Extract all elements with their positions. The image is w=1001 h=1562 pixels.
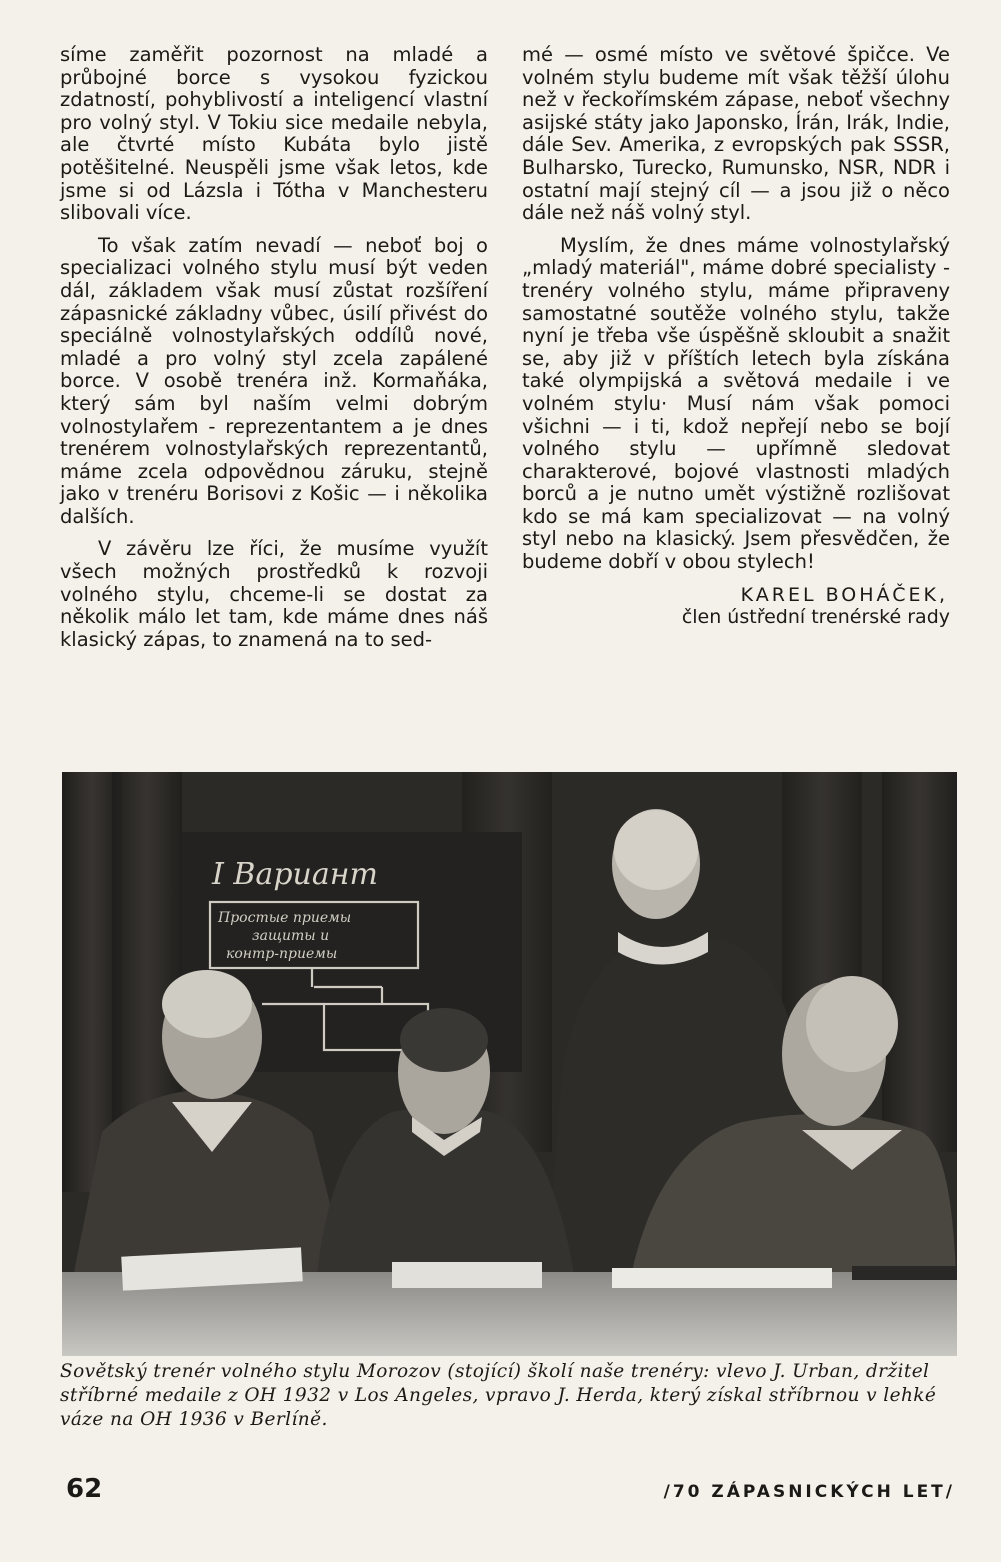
paragraph: mé — osmé místo ve světové špičce. Ve volném stylu budeme mít však těžší úlohu než v řeckořímském zápase, neboť všechny asijské státy jako Japonsko, Írán, Irák, Indie, dále Sev. Amerika, z evropských pak SSSR, Bulharsko, Turecko, Rumunsko, NSR, NDR i ostatní mají stejný cíl — a jsou již o něco dále než náš volný styl. — [522, 43, 950, 225]
blackboard-heading: I Вариант — [212, 857, 378, 892]
paragraph: Myslím, že dnes máme volnostylařský „mladý materiál", máme dobré specialisty - trenéry volného stylu, máme připraveny samostatné soutěže volného stylu, takže nyní je třeba vše úspěšně skloubit a snažit se, aby již v příštích letech byla získána také olympijská a světová medaile i ve volném stylu· Musí nám však pomoci všichni — i ti, kdož nepřejí nebo se bojí volného stylu — upřímně sledovat charakterové, bojové vlastnosti mladých borců a je nutno umět výstižně rozlišovat kdo se má kam specializovat — na volný styl nebo na klasický. Jsem přesvědčen, že budeme dobří v obou stylech! — [522, 233, 950, 574]
author-signature — [522, 584, 950, 629]
blackboard-box-line: защиты и — [252, 928, 330, 944]
photo-caption: Sovětský trenér volného stylu Morozov (stojící) školí naše trenéry: vlevo J. Urban, držitel stříbrné medaile z OH 1932 v Los Angeles, vpravo J. Herda, který získal stříbrnou v lehké váze na OH 1936 v Berlíně. — [60, 1361, 937, 1430]
paragraph: síme zaměřit pozornost na mladé a průbojné borce s vysokou fyzickou zdatností, pohyblivostí a inteligencí vlastní pro volný styl. V Tokiu sice medaile nebyla, ale čtvrté místo Kubáta bylo jistě potěšitelné. Neuspěli jsme však letos, kde jsme si od Lázsla i Tótha v Manchesteru slibovali více. — [60, 43, 488, 225]
paragraph: V závěru lze říci, že musíme využít všech možných prostředků k rozvoji volného stylu, chceme-li se dostat za několik málo let tam, kde máme dnes náš klasický zápas, to znamená na to sed- — [60, 537, 488, 651]
training-photo — [62, 772, 957, 1356]
article-left-column — [60, 44, 488, 661]
article-right-column — [522, 44, 950, 629]
paragraph: To však zatím nevadí — neboť boj o specializaci volného stylu musí být veden dál, základem však musí zůstat rozšíření zápasnické základny vůbec, úsilí přivést do speciálně volnostylařských oddílů nové, mladé a pro volný styl zcela zapálené borce. V osobě trenéra inž. Kormaňáka, který sám byl naším velmi dobrým volnostylařem - reprezentantem a je dnes trenérem volnostylařských reprezentantů, máme zcela odpovědnou záruku, stejně jako v trenéru Borisovi z Košic — i několika dalších. — [60, 233, 488, 528]
blackboard-box-line: Простые приемы — [218, 910, 352, 926]
blackboard-box-line: контр-приемы — [226, 946, 338, 962]
author-role: člen ústřední trenérské rady — [681, 606, 950, 629]
author-name: KAREL BOHÁČEK, — [740, 583, 948, 606]
running-head: /70 ZÁPASNICKÝCH LET/ — [663, 1482, 955, 1502]
page-number: 62 — [66, 1474, 103, 1504]
